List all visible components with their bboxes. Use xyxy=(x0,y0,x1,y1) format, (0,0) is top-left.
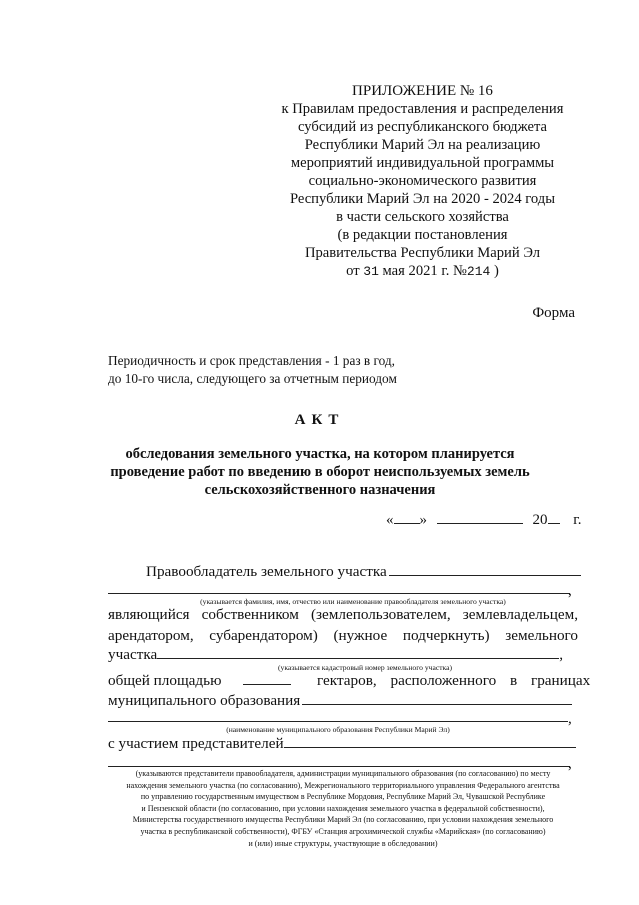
act-subtitle xyxy=(90,445,550,499)
date-day: 31 xyxy=(363,264,379,279)
act-subtitle-line: обследования земельного участка, на котором планируется xyxy=(125,446,515,462)
footnote-line: Министерства государственного имущества Республики Марий Эл (по согласованию, при условии нахождения земельного xyxy=(132,815,554,825)
participants-input-line[interactable] xyxy=(284,747,576,748)
participants-footnote xyxy=(108,768,578,849)
owner-row xyxy=(146,563,578,581)
role-line-1: являющийся собственником (землепользователем, землевладельцем, xyxy=(108,606,578,623)
plot-row xyxy=(108,646,578,664)
resolution-number: 214 xyxy=(466,264,491,279)
appendix-line: в части сельского хозяйства xyxy=(336,209,509,225)
area-suffix: гектаров, расположенного в границах xyxy=(317,672,591,689)
area-input-line[interactable] xyxy=(243,684,291,685)
plot-label: участка xyxy=(108,646,158,663)
date-close: ) xyxy=(493,263,499,279)
act-subtitle-line: проведение работ по введению в оборот неиспользуемых земель xyxy=(110,464,530,480)
year-field[interactable] xyxy=(548,523,560,524)
periodicity-line: Периодичность и срок представления - 1 раз в год, xyxy=(108,353,395,368)
participants-label: с участием представителей xyxy=(108,735,284,752)
comma: , xyxy=(568,755,572,772)
owner-hint: (указывается фамилия, имя, отчество или наименование правообладателя земельного участка) xyxy=(200,597,506,606)
footnote-line: участка в республиканской собственности), ФГБУ «Станция агрохимической службы «Марийская» (по согласованию) xyxy=(140,826,546,836)
municipality-input-line[interactable] xyxy=(302,704,572,705)
participants-line-2[interactable] xyxy=(108,766,570,767)
appendix-date-line xyxy=(250,262,595,281)
role-line-2: арендатором, субарендатором) (нужное подчеркнуть) земельного xyxy=(108,627,578,644)
footnote-line: (указываются представители правообладателя, администрации муниципального образования (по согласованию) по месту xyxy=(135,769,551,778)
periodicity-line: до 10-го числа, следующего за отчетным периодом xyxy=(108,371,397,386)
act-subtitle-line: сельскохозяйственного назначения xyxy=(204,482,436,498)
comma: , xyxy=(568,582,572,599)
appendix-line: (в редакции постановления xyxy=(337,227,508,243)
comma: , xyxy=(559,646,564,663)
form-label: Форма xyxy=(532,305,575,321)
appendix-line: социально-экономического развития xyxy=(308,173,537,189)
municipality-line-2[interactable] xyxy=(108,721,568,722)
act-date-line xyxy=(386,512,581,529)
footnote-line: нахождения земельного участка (по согласованию), Межрегионального территориального управления Федерального агентства xyxy=(126,780,560,790)
comma: , xyxy=(568,710,572,727)
municipality-row xyxy=(108,692,578,710)
year-prefix: 20 xyxy=(532,512,548,528)
year-suffix: г. xyxy=(573,512,582,528)
act-title: АКТ xyxy=(294,412,345,428)
day-field[interactable] xyxy=(394,523,420,524)
participants-row xyxy=(108,735,578,753)
appendix-line: Правительства Республики Марий Эл xyxy=(304,245,541,261)
appendix-title: ПРИЛОЖЕНИЕ № 16 xyxy=(352,83,493,99)
month-field[interactable] xyxy=(437,523,523,524)
periodicity-note xyxy=(108,352,408,388)
appendix-line: Республики Марий Эл на реализацию xyxy=(304,137,541,153)
appendix-header xyxy=(250,82,595,281)
owner-input-line[interactable] xyxy=(389,575,581,576)
owner-label: Правообладатель земельного участка xyxy=(146,563,387,580)
footnote-line: по управлению государственным имуществом в Республике Мордовия, Республике Марий Эл, Чувашской Республике xyxy=(140,792,546,802)
appendix-line: мероприятий индивидуальной программы xyxy=(290,155,555,171)
appendix-line: субсидий из республиканского бюджета xyxy=(298,119,547,135)
cadastral-number-line[interactable] xyxy=(157,658,559,659)
date-open-quote: « xyxy=(386,512,394,528)
municipality-hint: (наименование муниципального образования Республики Марий Эл) xyxy=(226,725,450,734)
area-row xyxy=(108,672,591,690)
appendix-line: Республики Марий Эл на 2020 - 2024 годы xyxy=(289,191,556,207)
date-prefix: от xyxy=(346,263,360,279)
footnote-line: и Пензенской области (по согласованию, при условии нахождения земельного участка в федеральной собственности), xyxy=(141,803,545,813)
footnote-line: и (или) иные структуры, участвующие в обследовании) xyxy=(248,838,438,848)
municipality-label: муниципального образования xyxy=(108,692,301,709)
owner-line-2[interactable] xyxy=(108,593,570,594)
date-close-quote: » xyxy=(419,512,427,528)
date-month-year: мая 2021 г. № xyxy=(382,263,467,279)
area-prefix: общей площадью xyxy=(108,672,222,689)
plot-hint: (указывается кадастровый номер земельного участка) xyxy=(278,663,452,672)
appendix-line: к Правилам предоставления и распределения xyxy=(281,101,564,117)
